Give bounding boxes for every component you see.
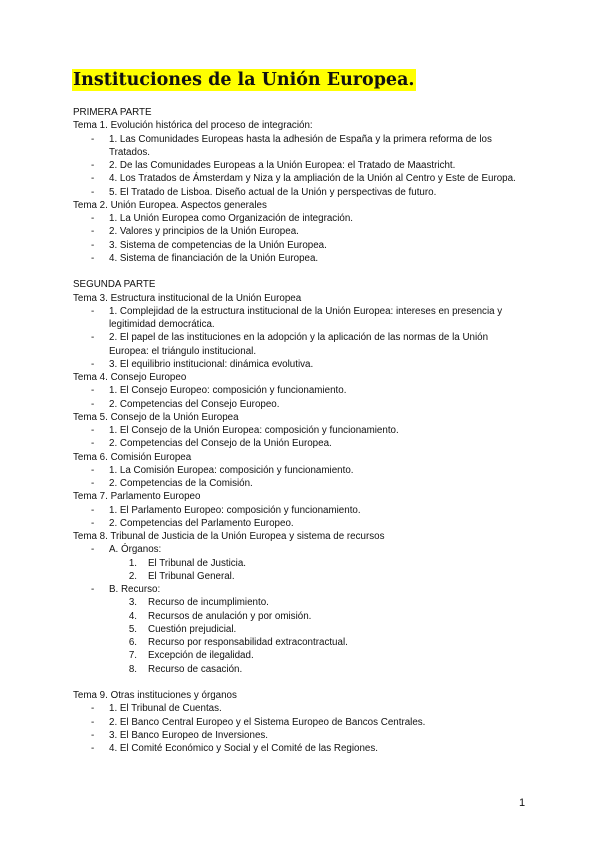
- list-item: [73, 702, 529, 715]
- sub-item-text: Cuestión prejudicial.: [148, 623, 237, 635]
- document-body: [73, 106, 529, 755]
- list-item: [73, 477, 529, 490]
- bullet-dash: -: [91, 504, 95, 516]
- list-item: [73, 424, 529, 437]
- list-item: [73, 716, 529, 729]
- part-heading: PRIMERA PARTE: [73, 107, 152, 118]
- bullet-dash: -: [91, 478, 95, 489]
- bullet-dash: -: [91, 332, 95, 344]
- tema-heading: Tema 6. Comisión Europea: [73, 451, 192, 463]
- list-item: [73, 384, 529, 397]
- list-item: [73, 398, 529, 411]
- list-item: [73, 225, 529, 238]
- sub-item-text: Recurso de casación.: [148, 663, 243, 675]
- list-item-text: 2. Valores y principios de la Unión Europea.: [109, 226, 299, 238]
- sub-list-item: [73, 663, 529, 676]
- list-item-text: 1. El Consejo Europeo: composición y funcionamiento.: [109, 385, 347, 397]
- tema-heading: Tema 1. Evolución histórica del proceso de integración:: [73, 120, 313, 132]
- bullet-dash: -: [91, 385, 95, 397]
- bullet-dash: -: [91, 703, 95, 715]
- list-item: [73, 464, 529, 477]
- sub-item-text: El Tribunal General.: [148, 570, 235, 582]
- bullet-dash: -: [91, 252, 95, 264]
- part-heading: SEGUNDA PARTE: [73, 279, 156, 291]
- sub-item-number: 8.: [128, 663, 137, 675]
- bullet-dash: -: [91, 438, 95, 450]
- sub-list-item: [73, 636, 529, 649]
- bullet-dash: -: [91, 160, 95, 171]
- tema-heading: Tema 9. Otras instituciones y órganos: [73, 690, 237, 701]
- list-item: [73, 729, 529, 742]
- sub-item-number: 2.: [128, 570, 137, 582]
- list-item: [73, 172, 529, 185]
- bullet-dash: -: [91, 305, 95, 317]
- bullet-dash: -: [91, 716, 95, 728]
- list-item-text: 5. El Tratado de Lisboa. Diseño actual de la Unión y perspectivas de futuro.: [109, 186, 437, 198]
- list-item: [73, 159, 529, 172]
- tema-heading: Tema 8. Tribunal de Justicia de la Unión Europea y sistema de recursos: [73, 531, 385, 542]
- tema-heading: Tema 3. Estructura institucional de la Unión Europea: [73, 292, 302, 304]
- list-item-text: 1. El Consejo de la Unión Europea: composición y funcionamiento.: [109, 425, 399, 436]
- list-item-text: 3. El Banco Europeo de Inversiones.: [109, 729, 269, 741]
- list-item: [73, 358, 529, 371]
- document-title: Instituciones de la Unión Europea.: [73, 70, 415, 90]
- sub-list-item: [73, 610, 529, 623]
- list-item-text: 2. Competencias de la Comisión.: [109, 478, 253, 489]
- list-item-text: 2. Competencias del Consejo Europeo.: [109, 398, 280, 410]
- sub-item-text: Recursos de anulación y por omisión.: [148, 610, 312, 622]
- list-item-text: 1. El Tribunal de Cuentas.: [109, 703, 222, 715]
- list-item: [73, 504, 529, 517]
- tema-heading: Tema 2. Unión Europea. Aspectos generales: [73, 199, 267, 211]
- list-item: [73, 239, 529, 252]
- list-item-text: 4. Los Tratados de Ámsterdam y Niza y la ampliación de la Unión al Centro y Este de Europa.: [109, 173, 516, 185]
- list-item: [73, 133, 529, 160]
- list-item-text: 1. Las Comunidades Europeas hasta la adhesión de España y la primera reforma de los Tratados.: [109, 133, 492, 158]
- sub-list-item: [73, 557, 529, 570]
- page-number: 1: [519, 797, 526, 809]
- tema-heading: Tema 5. Consejo de la Unión Europea: [73, 411, 239, 423]
- sub-item-number: 1.: [128, 557, 137, 569]
- list-item: [73, 583, 529, 596]
- list-item: [73, 186, 529, 199]
- list-item: [73, 305, 529, 332]
- sub-item-text: El Tribunal de Justicia.: [148, 557, 247, 569]
- bullet-dash: -: [91, 544, 95, 556]
- bullet-dash: -: [91, 743, 95, 754]
- list-item-text: 1. Complejidad de la estructura institucional de la Unión Europea: intereses en presencia y legitimidad democrática.: [109, 305, 503, 330]
- tema-heading: Tema 4. Consejo Europeo: [73, 372, 187, 383]
- list-item-text: 4. El Comité Económico y Social y el Comité de las Regiones.: [109, 743, 378, 754]
- bullet-dash: -: [91, 133, 95, 145]
- bullet-dash: -: [91, 584, 95, 595]
- list-item: [73, 437, 529, 450]
- list-item-text: 2. De las Comunidades Europeas a la Unión Europea: el Tratado de Maastricht.: [109, 160, 456, 171]
- list-item-text: 2. Competencias del Consejo de la Unión Europea.: [109, 438, 332, 450]
- sub-item-text: Recurso de incumplimiento.: [148, 597, 269, 609]
- bullet-dash: -: [91, 173, 95, 185]
- sub-item-text: Excepción de ilegalidad.: [148, 650, 254, 662]
- sub-item-number: 5.: [128, 623, 137, 635]
- list-item-text: B. Recurso:: [109, 584, 161, 595]
- bullet-dash: -: [91, 358, 95, 370]
- bullet-dash: -: [91, 464, 95, 476]
- bullet-dash: -: [91, 398, 95, 410]
- blank-line: [73, 676, 529, 689]
- list-item: [73, 517, 529, 530]
- list-item-text: 1. La Unión Europea como Organización de integración.: [109, 213, 353, 224]
- bullet-dash: -: [91, 213, 95, 224]
- list-item-text: 1. El Parlamento Europeo: composición y funcionamiento.: [109, 504, 361, 516]
- list-item-text: 1. La Comisión Europea: composición y funcionamiento.: [109, 464, 354, 476]
- list-item-text: 3. El equilibrio institucional: dinámica evolutiva.: [109, 358, 314, 370]
- sub-item-number: 6.: [128, 637, 137, 648]
- sub-list-item: [73, 649, 529, 662]
- list-item: [73, 331, 529, 358]
- list-item: [73, 212, 529, 225]
- bullet-dash: -: [91, 186, 95, 198]
- sub-item-number: 4.: [128, 610, 137, 622]
- sub-item-text: Recurso por responsabilidad extracontractual.: [148, 637, 348, 648]
- list-item: [73, 543, 529, 556]
- tema-heading: Tema 7. Parlamento Europeo: [73, 491, 201, 503]
- list-item-text: 3. Sistema de competencias de la Unión Europea.: [109, 239, 327, 251]
- sub-item-number: 3.: [128, 597, 137, 609]
- list-item: [73, 742, 529, 755]
- list-item-text: 2. Competencias del Parlamento Europeo.: [109, 517, 294, 529]
- bullet-dash: -: [91, 729, 95, 741]
- sub-list-item: [73, 570, 529, 583]
- bullet-dash: -: [91, 517, 95, 529]
- list-item-text: 2. El papel de las instituciones en la adopción y la aplicación de las normas de la Unión Europea: el triángulo institucional.: [109, 332, 489, 357]
- bullet-dash: -: [91, 226, 95, 238]
- sub-list-item: [73, 623, 529, 636]
- blank-line: [73, 265, 529, 278]
- list-item-text: A. Órganos:: [109, 544, 162, 556]
- list-item-text: 4. Sistema de financiación de la Unión Europea.: [109, 252, 319, 264]
- sub-list-item: [73, 596, 529, 609]
- bullet-dash: -: [91, 425, 95, 436]
- sub-item-number: 7.: [128, 650, 137, 662]
- list-item: [73, 252, 529, 265]
- list-item-text: 2. El Banco Central Europeo y el Sistema Europeo de Bancos Centrales.: [109, 716, 426, 728]
- bullet-dash: -: [91, 239, 95, 251]
